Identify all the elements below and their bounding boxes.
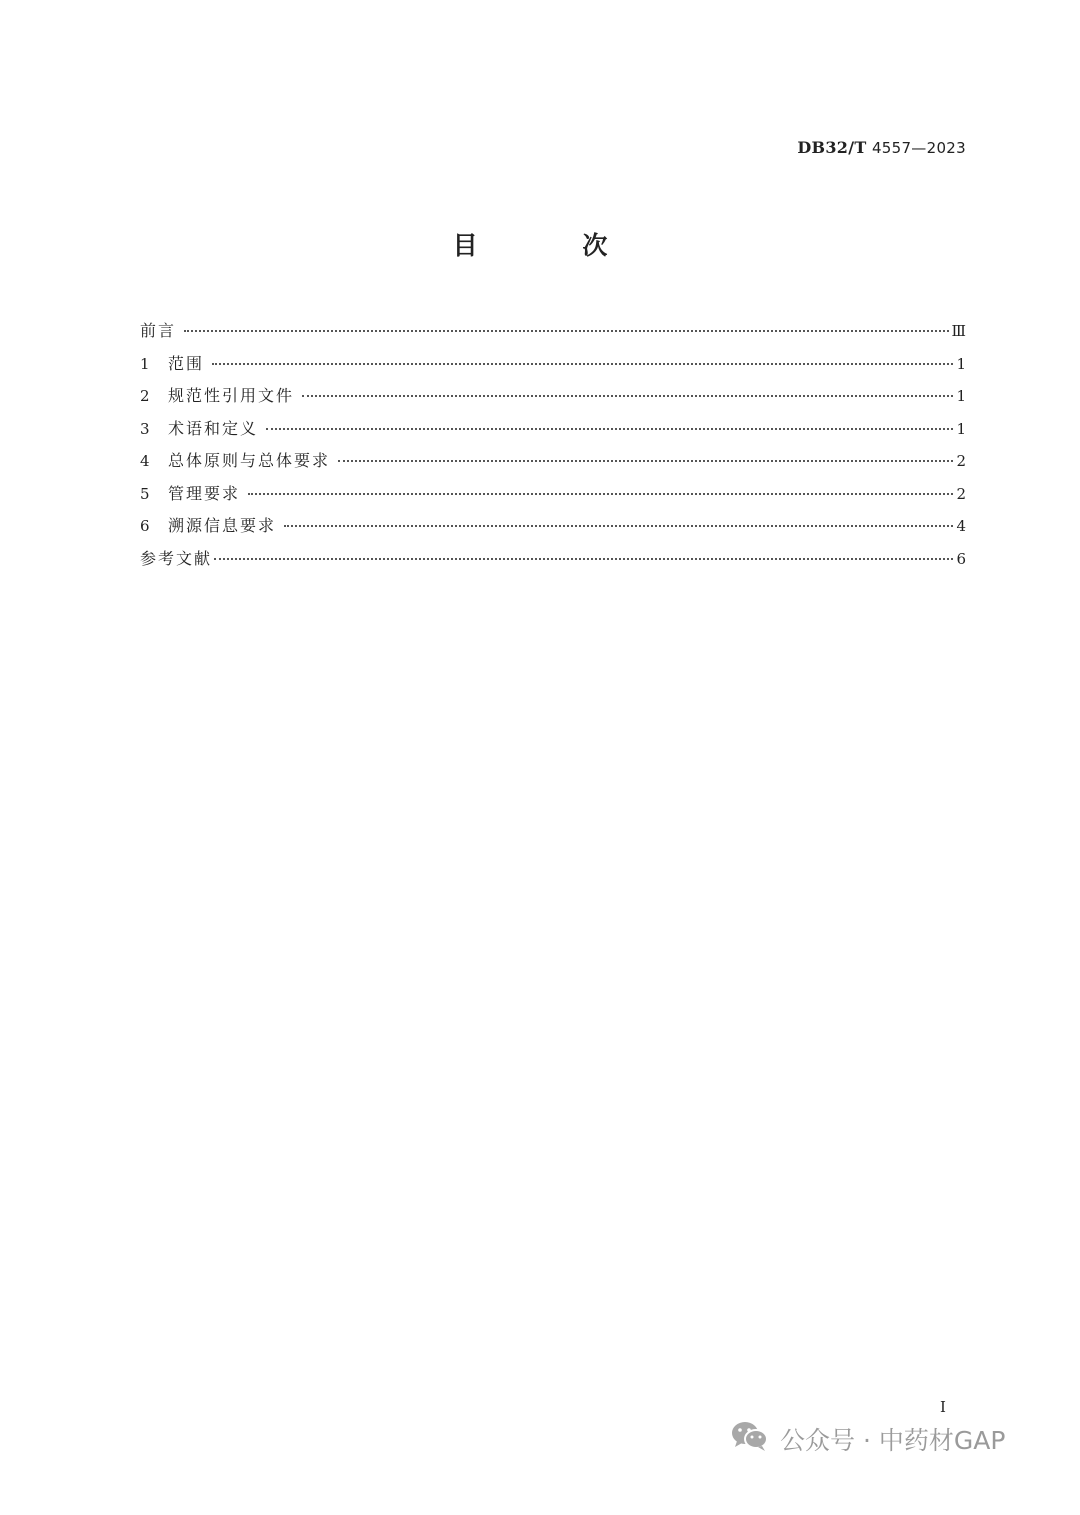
dot-leader xyxy=(338,460,953,462)
toc-item-page: 1 xyxy=(956,354,966,373)
toc-item-number: 5 xyxy=(140,484,150,503)
wechat-icon xyxy=(730,1420,780,1458)
dot-leader xyxy=(248,493,953,495)
toc-item-label: 范围 xyxy=(168,353,205,373)
toc-item-traceability-info xyxy=(140,513,966,546)
toc-item-label: 前言 xyxy=(140,321,177,340)
toc-item-number: 3 xyxy=(140,419,150,438)
toc-item-label: 管理要求 xyxy=(168,483,241,503)
toc-item-terms-definitions xyxy=(140,416,966,449)
dot-leader xyxy=(266,428,953,430)
dot-leader xyxy=(284,525,953,527)
watermark xyxy=(730,1420,1005,1458)
page-number: I xyxy=(940,1398,946,1416)
toc-item-page: 2 xyxy=(956,452,966,470)
toc-item-label: 参考文献 xyxy=(140,548,213,568)
toc-item-bibliography xyxy=(140,546,966,579)
document-code-prefix: DB32/T xyxy=(797,138,867,157)
toc-list xyxy=(140,318,966,578)
toc-title: 目 次 xyxy=(452,231,656,260)
toc-item-number: 4 xyxy=(140,452,150,470)
toc-item-page: 6 xyxy=(956,549,966,568)
toc-item-general-principles xyxy=(140,448,966,481)
toc-item-page: Ⅲ xyxy=(951,322,966,340)
toc-item-number: 6 xyxy=(140,517,150,535)
toc-item-label: 溯源信息要求 xyxy=(168,516,277,535)
dot-leader xyxy=(302,395,953,397)
dot-leader xyxy=(214,558,953,560)
toc-item-number: 2 xyxy=(140,387,150,405)
toc-item-label: 规范性引用文件 xyxy=(168,386,295,405)
toc-item-normative-references xyxy=(140,383,966,416)
document-code xyxy=(797,138,966,157)
document-code-number: 4557—2023 xyxy=(871,139,966,157)
toc-item-page: 1 xyxy=(956,419,966,438)
toc-item-number: 1 xyxy=(140,354,150,373)
toc-item-label: 总体原则与总体要求 xyxy=(168,451,331,470)
toc-item-foreword xyxy=(140,318,966,351)
toc-item-page: 4 xyxy=(956,517,966,535)
toc-item-page: 1 xyxy=(956,387,966,405)
toc-item-page: 2 xyxy=(956,484,966,503)
watermark-text: 公众号 · 中药材GAP xyxy=(780,1426,1006,1455)
toc-item-label: 术语和定义 xyxy=(168,418,259,438)
toc-item-scope xyxy=(140,351,966,384)
dot-leader xyxy=(212,363,953,365)
toc-item-management-requirements xyxy=(140,481,966,514)
dot-leader xyxy=(184,330,949,332)
